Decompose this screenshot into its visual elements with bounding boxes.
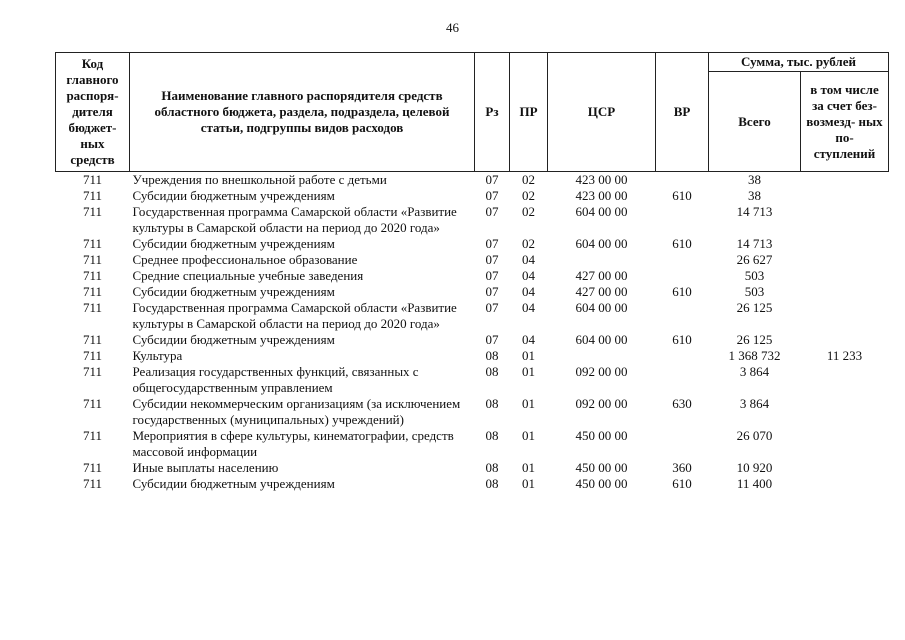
header-code: Код главного распоря- дителя бюджет- ных средств <box>56 53 130 172</box>
cell-rz: 08 <box>485 476 499 491</box>
cell-gratis <box>801 236 889 252</box>
cell-total: 26 125 <box>736 300 773 315</box>
cell-csr <box>548 348 656 364</box>
cell-rz: 07 <box>485 204 499 219</box>
cell-pr: 02 <box>522 188 535 203</box>
cell-csr: 604 00 00 <box>575 300 628 315</box>
cell-pr: 02 <box>522 204 535 219</box>
cell-rz: 07 <box>485 300 499 315</box>
table-row <box>56 268 889 284</box>
cell-total: 503 <box>744 284 765 299</box>
cell-pr: 04 <box>522 284 535 299</box>
budget-table <box>55 52 889 492</box>
cell-csr: 450 00 00 <box>575 428 628 443</box>
cell-pr: 01 <box>522 396 535 411</box>
cell-pr: 02 <box>522 172 535 187</box>
table-row <box>56 348 889 364</box>
cell-rz: 07 <box>485 188 499 203</box>
cell-rz: 08 <box>485 396 499 411</box>
cell-name: Субсидии бюджетным учреждениям <box>132 188 335 203</box>
cell-code: 711 <box>82 332 103 347</box>
cell-pr: 01 <box>522 348 535 363</box>
cell-pr: 01 <box>522 364 535 379</box>
cell-gratis <box>801 284 889 300</box>
cell-vr: 610 <box>672 476 692 491</box>
cell-vr <box>656 172 709 189</box>
cell-total: 26 125 <box>736 332 773 347</box>
cell-vr: 610 <box>672 332 692 347</box>
table-row <box>56 476 889 492</box>
table-row <box>56 236 889 252</box>
cell-vr <box>656 204 709 236</box>
cell-csr: 427 00 00 <box>575 268 628 283</box>
cell-gratis <box>801 204 889 236</box>
cell-pr: 01 <box>522 460 535 475</box>
cell-name: Учреждения по внешкольной работе с детьми <box>132 172 387 187</box>
cell-gratis <box>801 268 889 284</box>
cell-gratis <box>801 364 889 396</box>
cell-code: 711 <box>82 172 103 187</box>
cell-code: 711 <box>82 460 103 475</box>
cell-vr: 610 <box>672 188 692 203</box>
cell-name: Иные выплаты населению <box>132 460 279 475</box>
cell-rz: 07 <box>485 236 499 251</box>
cell-gratis <box>801 428 889 460</box>
cell-name: Субсидии бюджетным учреждениям <box>132 284 335 299</box>
cell-name: Государственная программа Самарской области «Развитие культуры в Самарской области на период до 2020 года» <box>132 204 457 235</box>
cell-total: 3 864 <box>739 396 770 411</box>
table-row <box>56 332 889 348</box>
table-row <box>56 284 889 300</box>
cell-code: 711 <box>82 476 103 491</box>
cell-name: Государственная программа Самарской области «Развитие культуры в Самарской области на период до 2020 года» <box>132 300 457 331</box>
cell-rz: 07 <box>485 268 499 283</box>
cell-name: Субсидии некоммерческим организациям (за исключением государственных (муниципальных) учреждений) <box>132 396 461 427</box>
cell-rz: 08 <box>485 428 499 443</box>
cell-vr <box>656 428 709 460</box>
cell-gratis <box>801 476 889 492</box>
cell-pr: 01 <box>522 428 535 443</box>
cell-name: Реализация государственных функций, связанных с общегосударственным управлением <box>132 364 419 395</box>
table-row <box>56 428 889 460</box>
cell-csr: 604 00 00 <box>575 236 628 251</box>
cell-rz: 08 <box>485 364 499 379</box>
cell-rz: 07 <box>485 332 499 347</box>
header-rz: Рз <box>475 53 510 172</box>
cell-pr: 02 <box>522 236 535 251</box>
cell-name: Культура <box>132 348 183 363</box>
table-row <box>56 252 889 268</box>
table-body <box>56 172 889 493</box>
cell-total: 26 627 <box>736 252 773 267</box>
cell-gratis <box>801 252 889 268</box>
cell-vr: 360 <box>672 460 692 475</box>
cell-name: Субсидии бюджетным учреждениям <box>132 476 335 491</box>
cell-rz: 08 <box>485 348 499 363</box>
cell-gratis: 11 233 <box>826 348 863 363</box>
header-name: Наименование главного распорядителя средств областного бюджета, раздела, подраздела, целевой статьи, подгруппы видов расходов <box>130 53 475 172</box>
cell-vr: 610 <box>672 236 692 251</box>
cell-gratis <box>801 332 889 348</box>
cell-total: 11 400 <box>736 476 773 491</box>
cell-pr: 04 <box>522 252 535 267</box>
cell-pr: 04 <box>522 332 535 347</box>
cell-csr: 423 00 00 <box>575 172 628 187</box>
cell-csr: 604 00 00 <box>575 204 628 219</box>
table-row <box>56 460 889 476</box>
table-row <box>56 396 889 428</box>
table-row <box>56 300 889 332</box>
cell-gratis <box>801 188 889 204</box>
cell-pr: 01 <box>522 476 535 491</box>
cell-code: 711 <box>82 236 103 251</box>
cell-gratis <box>801 460 889 476</box>
cell-vr <box>656 300 709 332</box>
cell-code: 711 <box>82 204 103 219</box>
cell-vr <box>656 252 709 268</box>
cell-rz: 07 <box>485 284 499 299</box>
cell-name: Мероприятия в сфере культуры, кинематографии, средств массовой информации <box>132 428 454 459</box>
cell-total: 14 713 <box>736 204 773 219</box>
cell-total: 26 070 <box>736 428 773 443</box>
cell-vr <box>656 364 709 396</box>
cell-rz: 07 <box>485 252 499 267</box>
cell-vr <box>656 348 709 364</box>
header-total: Всего <box>709 72 801 172</box>
cell-csr: 423 00 00 <box>575 188 628 203</box>
cell-csr: 450 00 00 <box>575 460 628 475</box>
header-sum: Сумма, тыс. рублей <box>709 53 889 72</box>
cell-total: 3 864 <box>739 364 770 379</box>
table-row <box>56 188 889 204</box>
cell-code: 711 <box>82 396 103 411</box>
table-row <box>56 172 889 189</box>
cell-name: Среднее профессиональное образование <box>132 252 358 267</box>
cell-pr: 04 <box>522 268 535 283</box>
cell-total: 1 368 732 <box>728 348 781 363</box>
cell-total: 38 <box>748 188 761 203</box>
header-gratis: в том числе за счет без- возмезд- ных по- ступлений <box>801 72 889 172</box>
cell-name: Субсидии бюджетным учреждениям <box>132 236 335 251</box>
cell-code: 711 <box>82 188 103 203</box>
page-number: 46 <box>446 20 459 35</box>
cell-csr <box>548 252 656 268</box>
cell-total: 14 713 <box>736 236 773 251</box>
cell-code: 711 <box>82 252 103 267</box>
cell-gratis <box>801 300 889 332</box>
cell-vr <box>656 268 709 284</box>
table-row <box>56 364 889 396</box>
cell-rz: 08 <box>485 460 499 475</box>
header-vr: ВР <box>656 53 709 172</box>
cell-code: 711 <box>82 364 103 379</box>
header-pr: ПР <box>510 53 548 172</box>
cell-vr: 610 <box>672 284 692 299</box>
cell-code: 711 <box>82 284 103 299</box>
cell-code: 711 <box>82 428 103 443</box>
cell-code: 711 <box>82 348 103 363</box>
cell-code: 711 <box>82 300 103 315</box>
cell-total: 10 920 <box>736 460 773 475</box>
cell-csr: 092 00 00 <box>575 396 628 411</box>
cell-pr: 04 <box>522 300 535 315</box>
cell-rz: 07 <box>485 172 499 187</box>
cell-gratis <box>801 396 889 428</box>
cell-csr: 427 00 00 <box>575 284 628 299</box>
cell-gratis <box>801 172 889 189</box>
header-row-1 <box>56 53 889 72</box>
cell-name: Субсидии бюджетным учреждениям <box>132 332 335 347</box>
cell-name: Средние специальные учебные заведения <box>132 268 364 283</box>
cell-total: 38 <box>748 172 761 187</box>
cell-csr: 450 00 00 <box>575 476 628 491</box>
table-row <box>56 204 889 236</box>
cell-code: 711 <box>82 268 103 283</box>
header-csr: ЦСР <box>548 53 656 172</box>
cell-total: 503 <box>744 268 765 283</box>
cell-vr: 630 <box>672 396 692 411</box>
cell-csr: 092 00 00 <box>575 364 628 379</box>
cell-csr: 604 00 00 <box>575 332 628 347</box>
